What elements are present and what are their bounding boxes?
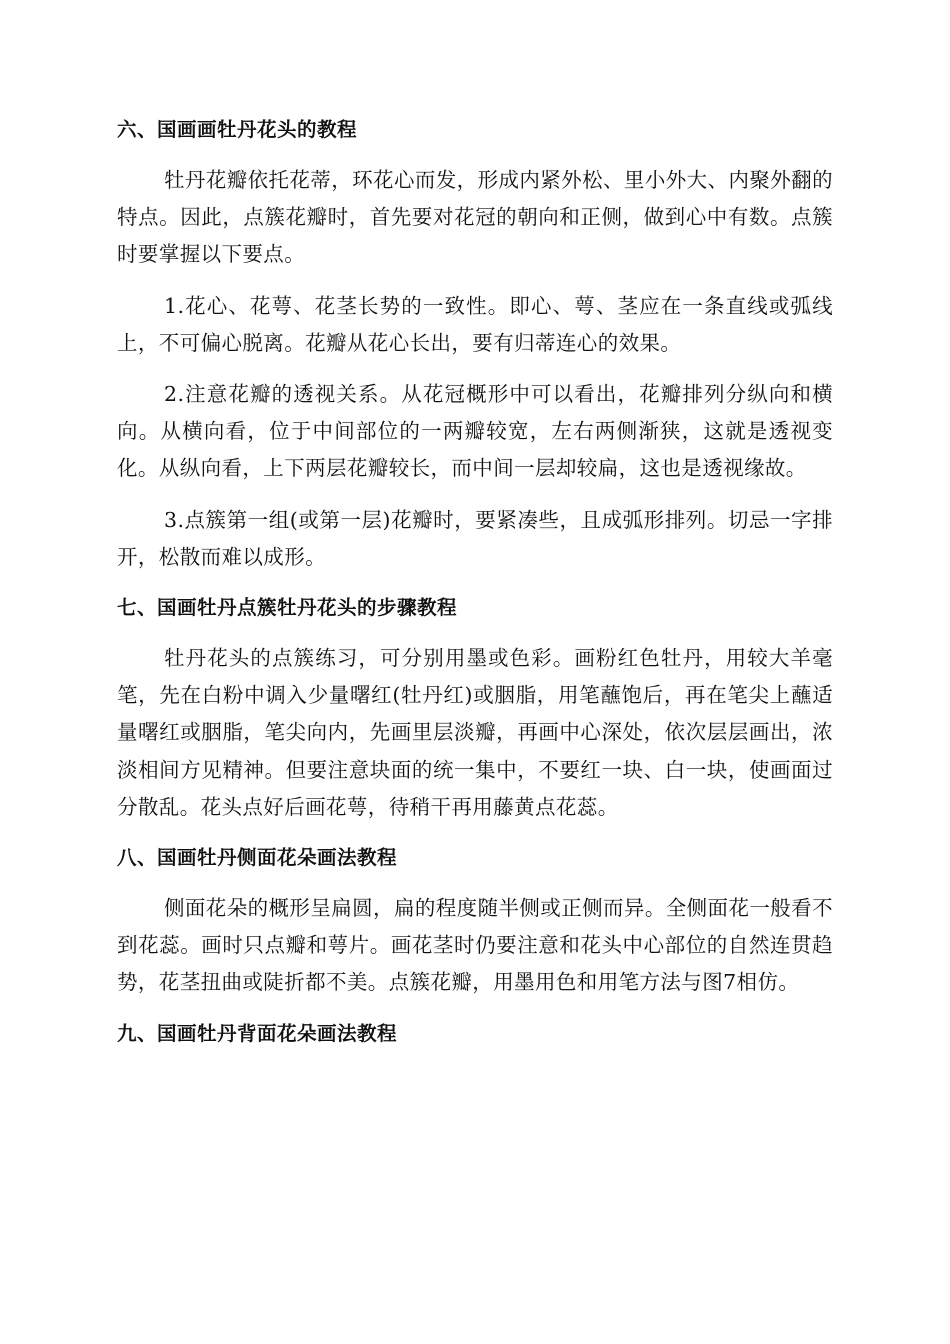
- section-heading-8: 八、国画牡丹侧面花朵画法教程: [117, 846, 398, 870]
- section-heading-7: 七、国画牡丹点簇牡丹花头的步骤教程: [117, 596, 458, 620]
- document-body: [117, 112, 833, 1066]
- list-item-2: 2.注意花瓣的透视关系。从花冠概形中可以看出，花瓣排列分纵向和横向。从横向看，位于中间部位的一两瓣较宽，左右两侧渐狭，这就是透视变化。从纵向看，上下两层花瓣较长，而中间一层却较扁，这也是透视缘故。: [117, 382, 833, 481]
- paragraph: 牡丹花头的点簇练习，可分别用墨或色彩。画粉红色牡丹，用较大羊毫笔，先在白粉中调入少量曙红(牡丹红)或胭脂，用笔蘸饱后，再在笔尖上蘸适量曙红或胭脂，笔尖向内，先画里层淡瓣，再画中心深处，依次层层画出，浓淡相间方见精神。但要注意块面的统一集中，不要红一块、白一块，使画面过分散乱。花头点好后画花萼，待稍干再用藤黄点花蕊。: [117, 646, 833, 819]
- paragraph: 侧面花朵的概形呈扁圆，扁的程度随半侧或正侧而异。全侧面花一般看不到花蕊。画时只点瓣和萼片。画花茎时仍要注意和花头中心部位的自然连贯趋势，花茎扭曲或陡折都不美。点簇花瓣，用墨用色和用笔方法与图7相仿。: [117, 896, 833, 995]
- section-heading-9: 九、国画牡丹背面花朵画法教程: [117, 1021, 398, 1045]
- section-heading-6: 六、国画画牡丹花头的教程: [117, 118, 358, 141]
- paragraph: 牡丹花瓣依托花蒂，环花心而发，形成内紧外松、里小外大、内聚外翻的特点。因此，点簇花瓣时，首先要对花冠的朝向和正侧，做到心中有数。点簇时要掌握以下要点。: [117, 168, 833, 267]
- list-item-3: 3.点簇第一组(或第一层)花瓣时，要紧凑些，且成弧形排列。切忌一字排开，松散而难以成形。: [117, 507, 833, 569]
- list-item-1: 1.花心、花萼、花茎长势的一致性。即心、萼、茎应在一条直线或弧线上，不可偏心脱离。花瓣从花心长出，要有归蒂连心的效果。: [117, 293, 833, 355]
